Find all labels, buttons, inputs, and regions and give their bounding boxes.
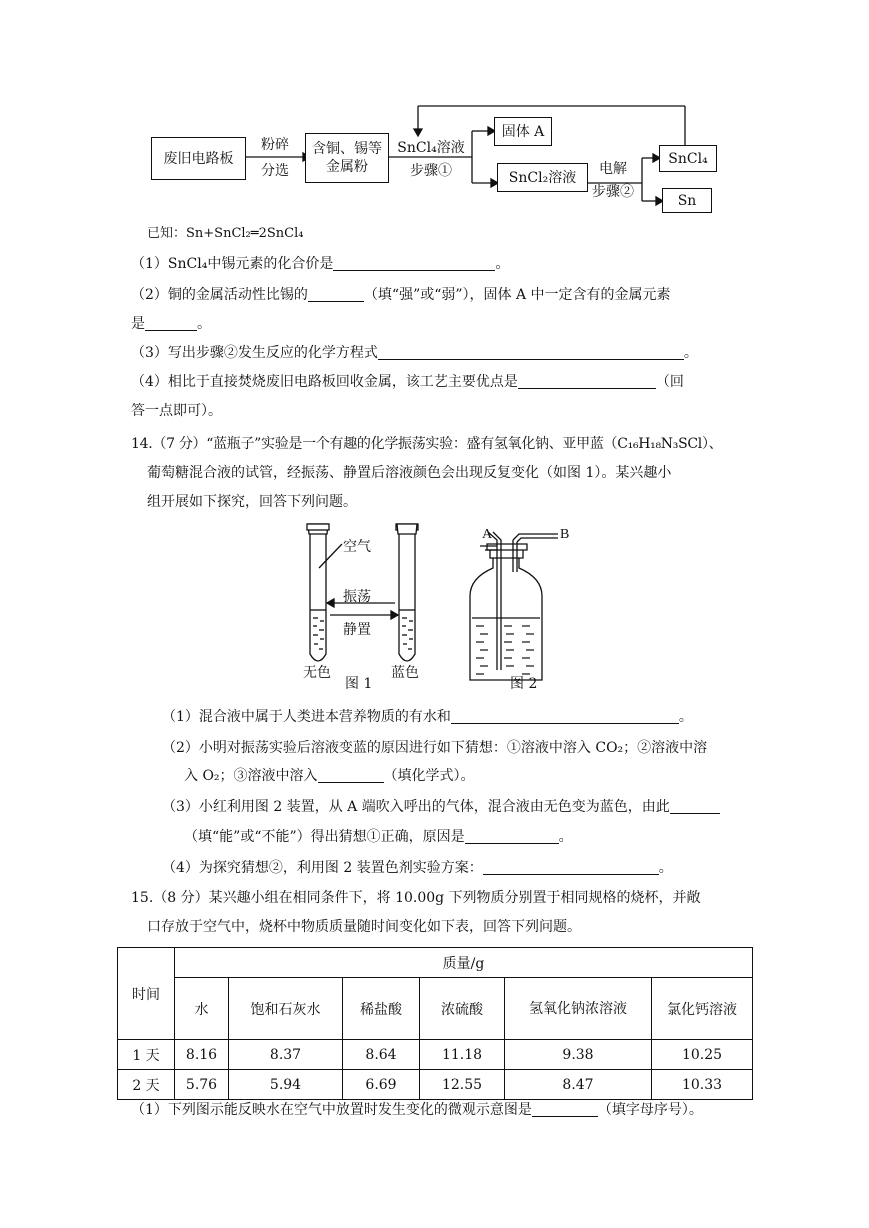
q14-part2-answer-blank[interactable] — [318, 768, 384, 783]
table-cell: 5.76 — [175, 1070, 229, 1100]
table-col-dilute-hcl: 稀盐酸 — [343, 978, 420, 1040]
q13-part2-end: 。 — [197, 316, 211, 332]
q13-part1 — [131, 254, 509, 274]
fig1-label-rest: 静置 — [343, 622, 371, 638]
q15-part1 — [131, 1100, 703, 1120]
q15-part1-text: （1）下列图示能反映水在空气中放置时发生变化的微观示意图是 — [131, 1102, 532, 1118]
q13-part3-answer-blank[interactable] — [378, 345, 684, 360]
flow-label-sort: 分选 — [261, 163, 289, 179]
q13-part4-text-b: （回 — [655, 374, 684, 390]
table-cell: 8.47 — [505, 1070, 652, 1100]
q14-part3-end: 。 — [558, 829, 573, 845]
q14-part1-text: （1）混合液中属于人类进本营养物质的有水和 — [162, 709, 451, 725]
flow-box-sncl4-out — [659, 145, 717, 172]
q13-part1-answer-blank[interactable] — [333, 256, 495, 271]
q14-intro-line1: 14.（7 分）“蓝瓶子”实验是一个有趣的化学振荡实验：盛有氢氧化钠、亚甲蓝（C₁₆H₁₈N₃SCl）、 — [131, 436, 723, 452]
table-cell: 8.16 — [175, 1040, 229, 1070]
q13-part2-answer-blank-1[interactable] — [308, 287, 364, 302]
fig1-label-colorless: 无色 — [303, 665, 331, 681]
q14-part2-text-b: 入 O₂；③溶液中溶入 — [184, 768, 318, 784]
q14-intro-line2: 葡萄糖混合液的试管，经振荡、静置后溶液颜色会出现反复变化（如图 1）。某兴趣小 — [147, 465, 672, 481]
q15-part1-end: （填字母序号）。 — [597, 1102, 703, 1118]
fig1-label-shake: 振荡 — [343, 589, 371, 605]
q13-part3 — [131, 343, 698, 363]
q14-part3-answer-blank-1[interactable] — [670, 799, 720, 814]
q14-part2: （2）小明对振荡实验后溶液变蓝的原因进行如下猜想：①溶液中溶入 CO₂；②溶液中溶 — [162, 740, 708, 756]
flow-label-sncl4-solution: SnCl₄溶液 — [397, 140, 465, 156]
flow-label-crush: 粉碎 — [261, 137, 289, 153]
table-cell: 11.18 — [420, 1040, 505, 1070]
flow-box-solid-a — [494, 117, 552, 146]
q14-part1-answer-blank[interactable] — [451, 709, 679, 724]
flow-label-step2: 步骤② — [592, 184, 634, 200]
flow-label-electrolysis: 电解 — [599, 161, 627, 177]
table-row — [118, 1040, 753, 1070]
flow-box-sncl4-out-label: SnCl₄ — [668, 150, 708, 167]
flow-box-sn-out — [662, 188, 712, 213]
flow-label-step1: 步骤① — [410, 163, 452, 179]
q15-intro-line1: 15.（8 分）某兴趣小组在相同条件下，将 10.00g 下列物质分别置于相同规格的烧杯，并敞 — [131, 890, 701, 906]
q14-part1 — [162, 707, 693, 727]
fig1-label-air: 空气 — [343, 539, 371, 555]
q13-part3-text: （3）写出步骤②发生反应的化学方程式 — [131, 345, 378, 361]
fig2-label-a: A — [482, 527, 493, 542]
table-cell: 10.33 — [652, 1070, 753, 1100]
q14-part3-text-a: （3）小红利用图 2 装置，从 A 端吹入呼出的气体，混合液由无色变为蓝色，由此 — [162, 799, 670, 815]
q15-part1-answer-blank[interactable] — [532, 1102, 598, 1117]
q14-part1-end: 。 — [678, 709, 693, 725]
q15-intro-line2: 口存放于空气中，烧杯中物质质量随时间变化如下表，回答下列问题。 — [147, 919, 581, 935]
flow-box-metal-powder-line1: 含铜、锡等 — [312, 141, 382, 157]
q13-part2-text-b: （填“强”或“弱”），固体 A 中一定含有的金属元素 — [363, 287, 671, 303]
q14-part3-text-b: （填“能”或“不能”）得出猜想①正确，原因是 — [184, 829, 465, 845]
q13-part2-text-c: 是 — [131, 316, 145, 332]
q14-part4 — [162, 858, 673, 878]
q14-part3-answer-blank-2[interactable] — [465, 829, 559, 844]
table-row-label: 1 天 — [118, 1040, 175, 1070]
q14-part2-cont — [184, 766, 475, 786]
table-cell: 8.37 — [229, 1040, 343, 1070]
mass-data-table — [117, 947, 753, 1100]
figure-test-tubes-and-bottle — [290, 520, 590, 695]
q13-part1-text: （1）SnCl₄中锡元素的化合价是 — [131, 256, 334, 272]
table-header-mass: 质量/g — [175, 948, 753, 978]
q13-part4 — [131, 372, 684, 392]
q13-known: 已知：Sn+SnCl₂═2SnCl₄ — [147, 226, 304, 241]
flow-box-metal-powder — [305, 133, 389, 183]
table-cell: 5.94 — [229, 1070, 343, 1100]
table-col-conc-h2so4: 浓硫酸 — [420, 978, 505, 1040]
table-cell: 9.38 — [505, 1040, 652, 1070]
table-cell: 10.25 — [652, 1040, 753, 1070]
table-col-cacl2: 氯化钙溶液 — [652, 978, 753, 1040]
table-col-limewater: 饱和石灰水 — [229, 978, 343, 1040]
q13-part3-end: 。 — [683, 345, 698, 361]
q14-part3 — [162, 797, 720, 817]
table-col-water: 水 — [175, 978, 229, 1040]
flow-box-solid-a-label: 固体 A — [501, 123, 545, 140]
flow-box-waste-board-label: 废旧电路板 — [163, 150, 234, 167]
flow-box-sncl2-label: SnCl₂溶液 — [508, 169, 577, 186]
flow-box-metal-powder-line2: 金属粉 — [326, 159, 368, 175]
q14-intro-line3: 组开展如下探究，回答下列问题。 — [147, 494, 357, 510]
table-row-label: 2 天 — [118, 1070, 175, 1100]
fig1-label-blue: 蓝色 — [391, 665, 419, 681]
table-cell: 8.64 — [343, 1040, 420, 1070]
fig2-label-b: B — [560, 527, 570, 542]
q13-part2 — [131, 285, 671, 305]
q14-part3-cont — [184, 827, 573, 847]
q13-part2-answer-blank-2[interactable] — [145, 316, 197, 331]
flow-box-waste-board — [151, 137, 246, 180]
table-row — [118, 1070, 753, 1100]
q13-part2-text-a: （2）铜的金属活动性比锡的 — [131, 287, 308, 303]
q14-part4-text: （4）为探究猜想②，利用图 2 装置色剂实验方案： — [162, 860, 483, 876]
flow-box-sn-out-label: Sn — [677, 192, 697, 209]
table-cell: 6.69 — [343, 1070, 420, 1100]
q13-part4-text-a: （4）相比于直接焚烧废旧电路板回收金属，该工艺主要优点是 — [131, 374, 518, 390]
table-header-time: 时间 — [118, 948, 175, 1040]
fig1-caption: 图 1 — [345, 676, 373, 692]
q14-part2-end: （填化学式）。 — [383, 768, 475, 784]
q13-part4-answer-blank[interactable] — [518, 374, 656, 389]
q13-part2-cont — [131, 314, 211, 334]
table-col-naoh: 氢氧化钠浓溶液 — [505, 978, 652, 1040]
fig2-caption: 图 2 — [510, 676, 538, 692]
q13-part4-cont: 答一点即可）。 — [131, 403, 222, 419]
q13-part1-end: 。 — [495, 256, 510, 272]
flowchart-lines — [0, 0, 869, 230]
table-cell: 12.55 — [420, 1070, 505, 1100]
q14-part4-answer-blank[interactable] — [483, 860, 659, 875]
flow-box-sncl2 — [497, 163, 588, 192]
q14-part4-end: 。 — [658, 860, 673, 876]
